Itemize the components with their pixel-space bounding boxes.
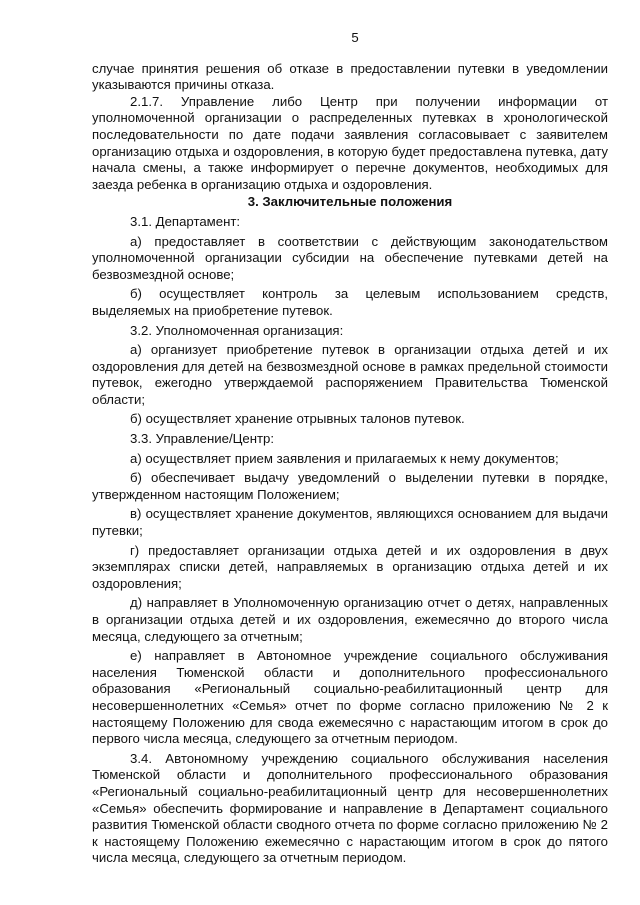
paragraph-3-3-g: г) предоставляет организации отдыха детей и их оздоровления в двух экземплярах списки детей, направляемых в организацию отдыха детей и их оздоровления; [92,542,608,591]
paragraph-3-3-e: е) направляет в Автономное учреждение социального обслуживания населения Тюменской области и дополнительного профессионального образования «Региональный социально-реабилитационный центр для несовершеннолетних «Семья» отчет по форме согласно приложению № 2 к настоящему Положению для свода ежемесячно с нарастающим итогом в срок до первого числа месяца, следующего за отчетным периодом. [92,648,608,747]
paragraph-3-2: 3.2. Уполномоченная организация: [130,322,344,338]
paragraph-3-3-v: в) осуществляет хранение документов, являющихся основанием для выдачи путевки; [92,506,608,539]
paragraph-3-4: 3.4. Автономному учреждению социального обслуживания населения Тюменской области и дополнительного профессионального образования «Региональный социально-реабилитационный центр для несовершеннолетних «Семья» обеспечить формирование и направление в Департамент социального развития Тюменской области сводного отчета по форме согласно приложению № 2 к настоящему Положению ежемесячно с нарастающим итогом в срок до пятого числа месяца, следующего за отчетным периодом. [92,750,608,866]
paragraph-3-1-a: а) предоставляет в соответствии с действующим законодательством уполномоченной организации субсидии на обеспечение путевками детей на безвозмездной основе; [92,233,608,282]
paragraph-2-1-7: 2.1.7. Управление либо Центр при получении информации от уполномоченной организации о распределенных путевках в хронологической последовательности по дате подачи заявления согласовывает с заявителем организацию отдыха и оздоровления, в которую будет предоставлена путевка, дату начала смены, а также информирует о перечне документов, необходимых для заезда ребенка в организацию отдыха и оздоровления. [92,93,608,192]
paragraph-continuation: случае принятия решения об отказе в предоставлении путевки в уведомлении указываются причины отказа. [92,60,608,93]
page-number: 5 [351,30,359,45]
paragraph-3-2-b: б) осуществляет хранение отрывных талонов путевок. [130,411,465,427]
paragraph-3-3-a: а) осуществляет прием заявления и прилагаемых к нему документов; [130,450,559,466]
paragraph-3-2-a: а) организует приобретение путевок в организации отдыха детей и их оздоровления для детей на безвозмездной основе в рамках предельной стоимости путевок, ежегодно утверждаемой распоряжением Правительства Тюменской области; [92,342,608,407]
paragraph-3-3: 3.3. Управление/Центр: [130,431,275,447]
section-title: 3. Заключительные положения [247,194,453,210]
paragraph-3-1: 3.1. Департамент: [130,213,241,229]
paragraph-3-3-d: д) направляет в Уполномоченную организацию отчет о детях, направленных в организации отдыха детей и их оздоровления, ежемесячно до второго числа месяца, следующего за отчетным; [92,595,608,644]
paragraph-3-1-b: б) осуществляет контроль за целевым использованием средств, выделяемых на приобретение путевок. [92,286,608,318]
paragraph-3-3-b: б) обеспечивает выдачу уведомлений о выделении путевки в порядке, утвержденном настоящим Положением; [92,470,608,502]
